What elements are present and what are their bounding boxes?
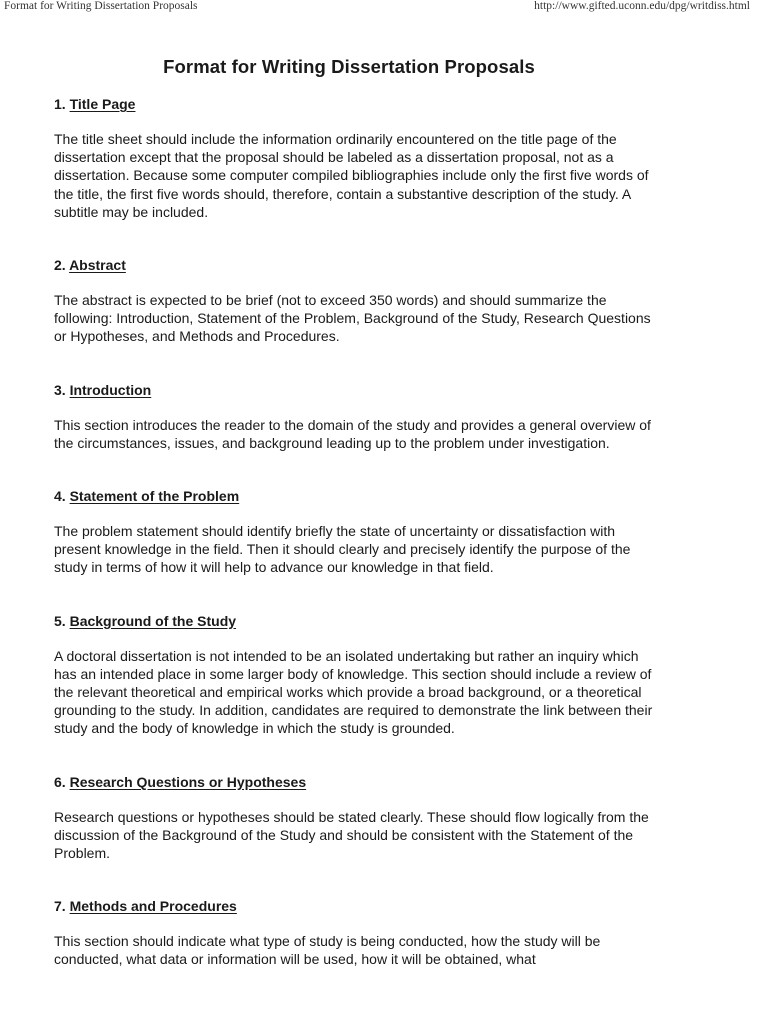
section-research-questions bbox=[54, 774, 654, 863]
section-heading bbox=[54, 488, 654, 504]
section-heading bbox=[54, 613, 654, 629]
document-title: Format for Writing Dissertation Proposals bbox=[163, 56, 535, 77]
section-title: Introduction bbox=[69, 381, 152, 398]
section-number: 3. bbox=[54, 381, 66, 398]
section-title: Statement of the Problem bbox=[69, 488, 240, 505]
section-paragraph: The problem statement should identify briefly the state of uncertainty or dissatisfaction with present knowledge in the field. Then it should clearly and precisely identify the purpose of the study in terms of how it will help to advance our knowledge in that field. bbox=[54, 523, 631, 576]
section-title: Abstract bbox=[69, 257, 126, 274]
section-paragraph: Research questions or hypotheses should be stated clearly. These should flow logically from the discussion of the Background of the Study and should be consistent with the Statement of the Problem. bbox=[54, 808, 649, 862]
section-background bbox=[54, 613, 654, 738]
section-title: Title Page bbox=[69, 96, 136, 112]
document-body bbox=[54, 52, 654, 972]
print-header-page-title: Format for Writing Dissertation Proposals bbox=[4, 0, 198, 12]
section-title: Methods and Procedures bbox=[69, 898, 237, 915]
section-statement-of-problem bbox=[54, 488, 654, 577]
section-number: 6. bbox=[54, 773, 66, 790]
section-paragraph: A doctoral dissertation is not intended to be an isolated undertaking but rather an inquiry which has an intended place in some larger body of knowledge. This section should include a review of the relevant theoretical and empirical works which provide a broad background, or a theoretical grounding to the study. In addition, candidates are required to demonstrate the link between their study and the body of knowledge in which the study is grounded. bbox=[54, 647, 653, 737]
section-title-page bbox=[54, 96, 654, 221]
section-heading bbox=[54, 96, 654, 112]
section-paragraph: This section should indicate what type of study is being conducted, how the study will be conducted, what data or information will be used, how it will be obtained, what bbox=[54, 933, 601, 968]
section-title: Background of the Study bbox=[69, 612, 237, 629]
section-number: 2. bbox=[54, 257, 66, 274]
section-number: 4. bbox=[54, 488, 66, 505]
section-number: 5. bbox=[54, 612, 66, 629]
section-number: 7. bbox=[54, 898, 66, 915]
print-header-url: http://www.gifted.uconn.edu/dpg/writdiss.html bbox=[534, 0, 750, 12]
section-number: 1. bbox=[54, 96, 66, 112]
section-heading bbox=[54, 774, 654, 790]
section-abstract bbox=[54, 257, 654, 346]
section-methods bbox=[54, 898, 654, 972]
section-introduction bbox=[54, 382, 654, 452]
section-title: Research Questions or Hypotheses bbox=[69, 773, 307, 790]
section-paragraph: This section introduces the reader to the domain of the study and provides a general overview of the circumstances, issues, and background leading up to the problem under investigation. bbox=[54, 416, 651, 451]
print-header bbox=[0, 0, 768, 16]
section-heading bbox=[54, 898, 654, 914]
section-heading bbox=[54, 382, 654, 398]
section-paragraph: The abstract is expected to be brief (not to exceed 350 words) and should summarize the following: Introduction, Statement of the Problem, Background of the Study, Research Questions or Hypotheses, and Methods and Procedures. bbox=[54, 292, 651, 345]
section-paragraph: The title sheet should include the information ordinarily encountered on the title page of the dissertation except that the proposal should be labeled as a dissertation proposal, not as a dissertation. Because some computer compiled bibliographies include only the first five words of the title, the first five words should, therefore, contain a substantive description of the study. A subtitle may be included. bbox=[54, 131, 649, 220]
section-heading bbox=[54, 257, 654, 273]
